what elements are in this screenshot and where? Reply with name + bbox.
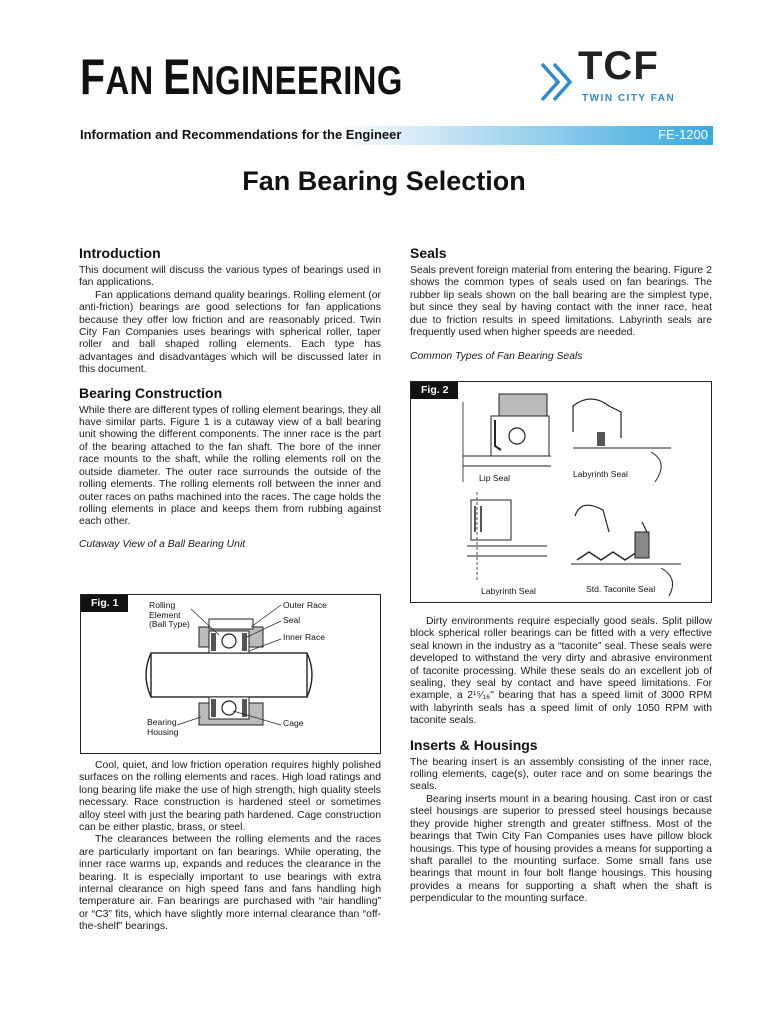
left-column-top [79, 245, 381, 557]
logo-text: TCF [578, 44, 659, 88]
fig1-caption: Cutaway View of a Ball Bearing Unit [79, 538, 246, 550]
brand-title [80, 48, 403, 106]
after-fig1-paragraph-2: The clearances between the rolling elements and the races are particularly important on fan bearings. While operating, the inner race warms up, expands and reduces the clearance in the bearing. It is especially important to use bearings with extra internal clearance on high speed fans and fans handling high temperature air. Fan bearings are purchased with “air handling” or “C3” fits, which have slightly more internal clearance than “off-the-shelf” bearings. [79, 834, 381, 933]
label-labyrinth-seal-bottom: Labyrinth Seal [481, 586, 536, 596]
after-fig2-paragraph-1: Dirty environments require especially good seals. Split pillow block spherical roller bearings can be fitted with a very effective seal known in the industry as a “taconite” seal. These seals were developed to withstand the very dirty and abrasive environment of taconite processing. While these seals do an excellent job of sealing, they seal by contact and have speed limitations. For example, a 2¹⁵⁄₁₆" bearing that has a speed limit of 3000 RPM with labyrinth seals has a speed limit of only 1050 RPM with taconite seals. [410, 616, 712, 727]
heading-inserts-housings: Inserts & Housings [410, 736, 538, 753]
label-lip-seal: Lip Seal [479, 473, 511, 483]
inserts-paragraph-1: The bearing insert is an assembly consisting of the inner race, rolling elements, cage(s), outer race and on some bearings the seals. [410, 756, 712, 793]
brand-initial-e: E [163, 49, 191, 105]
figure-2 [410, 381, 712, 603]
label-bearing-housing: Bearing Housing [147, 717, 179, 737]
heading-seals: Seals [410, 245, 447, 261]
brand-rest-1: AN [105, 59, 164, 103]
figure-1 [80, 594, 381, 754]
inserts-paragraph-2: Bearing inserts mount in a bearing housing. Cast iron or cast steel housings are superior to pressed steel housings because they provide higher strength and greater stiffness. Most of the bearings that Twin City Fan Companies uses have pillow block housings. This type of housing provides a means for supporting a shaft parallel to the mounting surface. Some small fans use bearings that mount in four bolt flange housings. This housing provides a means for supporting a shaft when the shaft is perpendicular to the mounting surface. [410, 793, 712, 905]
construction-paragraph-1: While there are different types of rolling element bearings, they all have similar parts. Figure 1 is a cutaway view of a ball bearing unit showing the different components. The inner race is the part of the bearing attached to the fan shaft. The bore of the inner race mounts to the shaft, while the rolling elements roll on the outside diameter. The outer race surrounds the outside of the rolling elements. The rolling elements roll between the inner and outer races on paths machined into the races. The cage holds the rolling elements in place and keeps them from rubbing against each other. [79, 404, 381, 528]
label-cage: Cage [283, 718, 304, 728]
label-inner-race: Inner Race [283, 632, 326, 642]
label-outer-race: Outer Race [283, 600, 327, 610]
info-bar-text: Information and Recommendations for the Engineer [80, 127, 402, 142]
label-rolling-element: Rolling Element (Ball Type) [149, 600, 190, 629]
label-labyrinth-seal-top: Labyrinth Seal [573, 469, 628, 479]
brand-initial-f: F [80, 49, 106, 105]
seals-paragraph-1: Seals prevent foreign material from entering the bearing. Figure 2 shows the common types of seals used on fan bearings. The rubber lip seals shown on the ball bearing are the simplest type, but since they seal by having contact with the inner race, heat due to friction results in speed limitations. Labyrinth seals are frequently used when higher speeds are needed. [410, 265, 712, 339]
heading-bearing-construction: Bearing Construction [79, 384, 223, 401]
label-seal: Seal [283, 615, 301, 625]
label-taconite-seal: Std. Taconite Seal [586, 584, 656, 594]
fig2-caption: Common Types of Fan Bearing Seals [410, 351, 583, 363]
brand-rest-2: NGINEERING [190, 59, 403, 103]
seal-types-drawings-icon [411, 382, 713, 604]
intro-paragraph-2: Fan applications demand quality bearings. Rolling element (or anti-friction) bearings are good selections for fan applications because they offer low friction and are reasonably priced. Twin City Fan Companies uses bearings with spherical roller, taper roller and ball shaped rolling elements. Each type has advantages and disadvantages which will be discussed later in this document. [79, 289, 381, 376]
after-fig1-paragraph-1: Cool, quiet, and low friction operation requires highly polished surfaces on the rolling elements and races. High load ratings and long bearing life make the use of high strength, high quality steels necessary. Race construction is hardened steel or sometimes alloy steel with just the bearing path hardened. Cage construction can be either plastic, brass, or steel. [79, 760, 381, 834]
right-column-bottom [410, 616, 712, 906]
logo-subtitle: TWIN CITY FAN [582, 93, 676, 104]
fig1-tag: Fig. 1 [81, 595, 128, 612]
left-column-bottom [79, 760, 381, 934]
fig2-tag: Fig. 2 [411, 382, 458, 399]
right-column-top [410, 245, 712, 370]
heading-introduction: Introduction [79, 245, 161, 261]
document-code: FE-1200 [658, 127, 708, 142]
document-title: Fan Bearing Selection [242, 166, 526, 196]
ball-bearing-cutaway-icon [81, 595, 382, 755]
intro-paragraph-1: This document will discuss the various types of bearings used in fan applications. [79, 265, 381, 289]
